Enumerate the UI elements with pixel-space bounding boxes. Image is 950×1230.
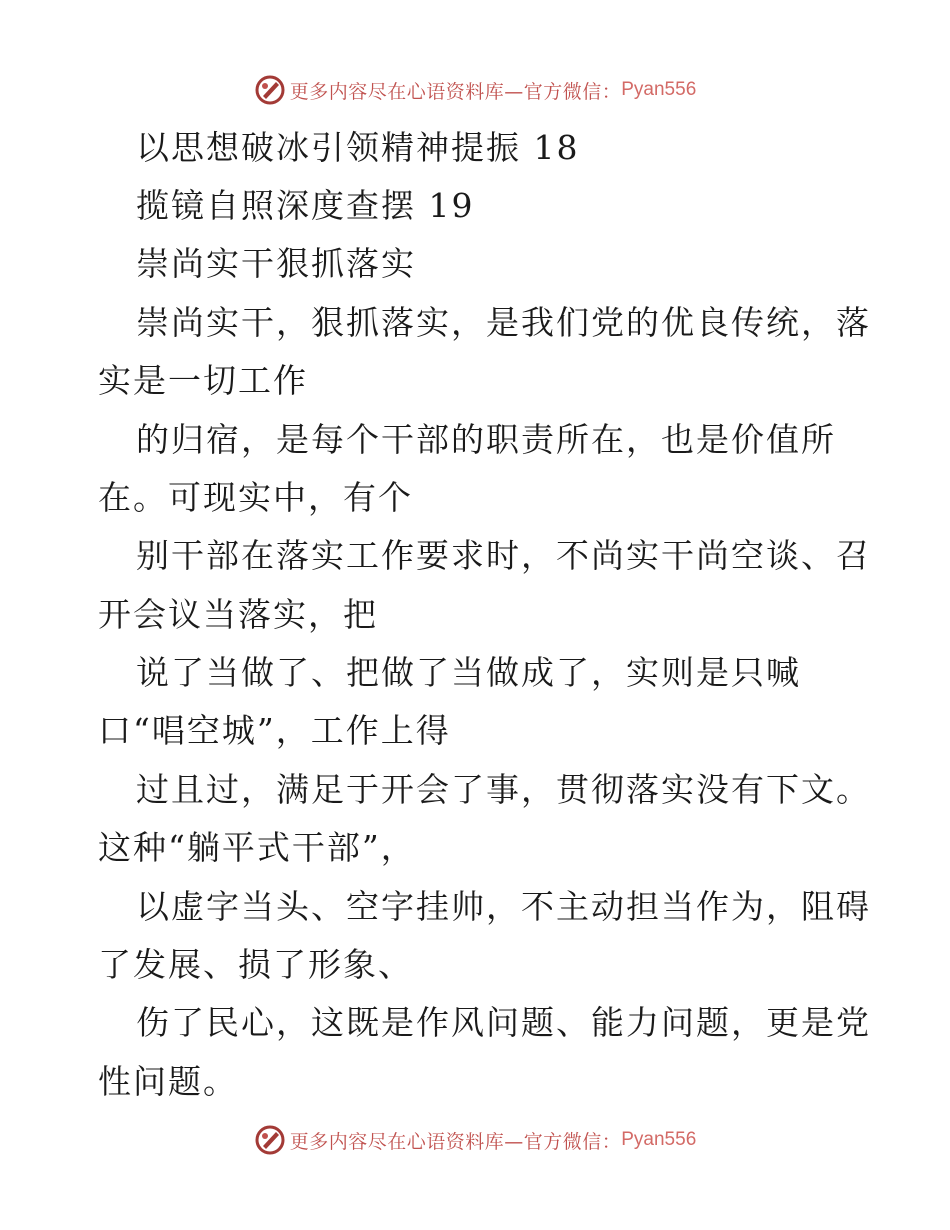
text-line: 性问题。 bbox=[98, 1062, 238, 1101]
text-line: 在。可现实中，有个 bbox=[98, 478, 413, 517]
section-heading: 崇尚实干狠抓落实 bbox=[136, 244, 416, 283]
footer-banner bbox=[0, 1122, 950, 1158]
text-line: 说了当做了、把做了当做成了，实则是只喊 bbox=[136, 653, 801, 692]
header-banner-text: 更多内容尽在心语资料库—官方微信： bbox=[289, 80, 622, 103]
brand-logo-icon bbox=[254, 1124, 286, 1156]
text-line: 这种“躺平式干部”， bbox=[98, 828, 416, 867]
header-banner bbox=[0, 72, 950, 108]
footer-banner-text: 更多内容尽在心语资料库—官方微信： bbox=[289, 1130, 622, 1153]
text-line: 别干部在落实工作要求时，不尚实干尚空谈、召 bbox=[136, 536, 871, 575]
text-line: 过且过，满足于开会了事，贯彻落实没有下文。 bbox=[136, 770, 871, 809]
text-line: 揽镜自照深度查摆 19 bbox=[136, 186, 475, 225]
footer-banner-id: Pyan556 bbox=[621, 1129, 697, 1150]
text-line: 实是一切工作 bbox=[98, 361, 308, 400]
brand-logo-icon bbox=[254, 74, 286, 106]
text-line: 伤了民心，这既是作风问题、能力问题，更是党 bbox=[136, 1003, 871, 1042]
text-line: 以虚字当头、空字挂帅，不主动担当作为，阻碍 bbox=[136, 887, 871, 926]
text-line: 以思想破冰引领精神提振 18 bbox=[136, 128, 580, 167]
text-line: 口“唱空城”，工作上得 bbox=[98, 711, 451, 750]
text-line: 的归宿，是每个干部的职责所在，也是价值所 bbox=[136, 420, 836, 459]
header-banner-id: Pyan556 bbox=[621, 79, 697, 100]
text-line: 了发展、损了形象、 bbox=[98, 945, 413, 984]
text-line: 崇尚实干，狠抓落实，是我们党的优良传统，落 bbox=[136, 303, 871, 342]
text-line: 开会议当落实，把 bbox=[98, 595, 378, 634]
